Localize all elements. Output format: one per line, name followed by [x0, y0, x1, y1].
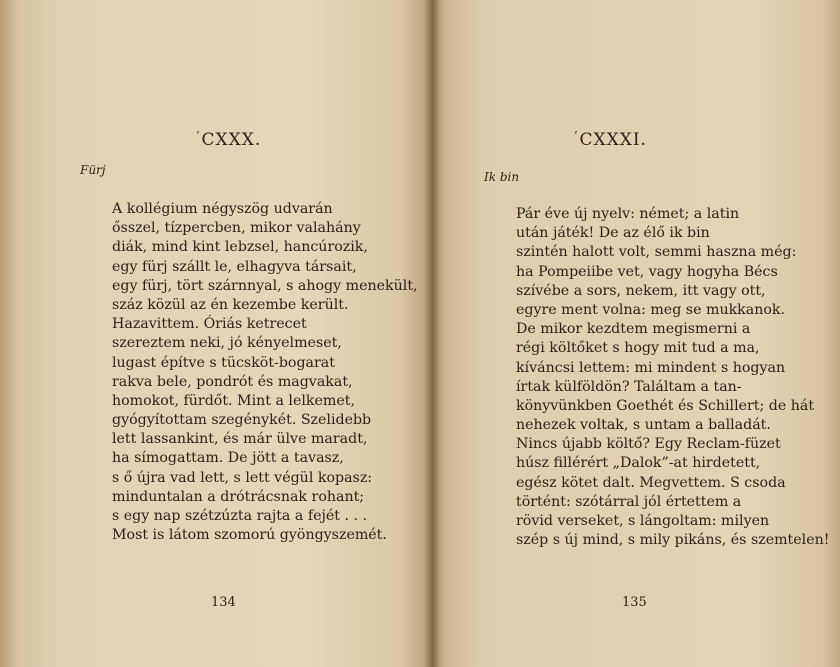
poem-line: szívébe a sors, nekem, itt vagy ott, [516, 282, 766, 299]
poem-line: ősszel, tízpercben, mikor valahány [112, 220, 361, 237]
poem-line: egyre ment volna: meg se mukkanok. [516, 301, 786, 318]
poem-line: szép s új mind, s mily pikáns, és szemtelen! [516, 532, 830, 549]
poem-line: lett lassankint, és már ülve maradt, [112, 431, 368, 448]
poem-line: minduntalan a drótrácsnak rohant; [112, 488, 365, 505]
poem-line: De mikor kezdtem megismerni a [516, 321, 751, 338]
left-poem-text [112, 200, 418, 545]
poem-line: A kollégium négyszög udvarán [112, 201, 333, 217]
poem-line: után játék! De az élő ik bin [516, 225, 710, 242]
poem-line: írtak külföldön? Találtam a tan- [516, 378, 742, 395]
poem-line: homokot, fürdőt. Mint a lelkemet, [112, 392, 355, 409]
pencil-mark-icon: ‘ [196, 129, 201, 142]
right-poem-number: ‘CXXXI. [574, 129, 647, 150]
right-page-number: 135 [622, 595, 647, 610]
poem-line: Hazavittem. Óriás ketrecet [112, 316, 307, 333]
right-poem-subtitle: Ik bin [484, 170, 520, 184]
poem-line: Pár éve új nyelv: német; a latin [516, 206, 740, 222]
poem-line: rakva bele, pondrót és magvakat, [112, 373, 353, 390]
poem-line: kíváncsi lettem: mi mindent s hogyan [516, 359, 786, 376]
poem-line: szintén halott volt, semmi haszna még: [516, 244, 797, 261]
poem-line: diák, mind kint lebzsel, hancúrozik, [112, 239, 368, 256]
left-page-number: 134 [211, 595, 236, 610]
book-gutter [424, 0, 440, 667]
poem-line: lugast építve s tücsköt-bogarat [112, 354, 335, 371]
poem-line: egy fürj, tört szárnnyal, s ahogy menekült, [112, 277, 418, 294]
left-poem-number: ‘CXXX. [196, 129, 262, 150]
poem-line: ha Pompeiibe vet, vagy hogyha Bécs [516, 263, 778, 280]
poem-line: ha símogattam. De jött a tavasz, [112, 450, 344, 467]
poem-line: s ő újra vad lett, s lett végül kopasz: [112, 469, 373, 486]
poem-line: Nincs újabb költő? Egy Reclam-füzet [516, 436, 781, 453]
poem-line: húsz fillérért „Dalok”-at hirdetett, [516, 455, 761, 472]
poem-line: száz közül az én kezembe került. [112, 296, 349, 313]
poem-line: s egy nap szétzúzta rajta a fejét . . . [112, 508, 368, 524]
poem-line: egy fürj szállt le, elhagyva társait, [112, 258, 357, 275]
left-poem-subtitle: Fürj [80, 163, 106, 177]
poem-line: nehezek voltak, s untam a balladát. [516, 417, 771, 434]
poem-line: egész kötet dalt. Megvettem. S csoda [516, 474, 786, 491]
poem-line: történt: szótárral jól értettem a [516, 493, 742, 510]
pencil-mark-icon: ‘ [574, 129, 579, 142]
poem-line: Most is látom szomorú gyöngyszemét. [112, 527, 387, 544]
poem-line: szereztem neki, jó kényelmeset, [112, 335, 342, 352]
poem-line: gyógyítottam szegénykét. Szelidebb [112, 412, 372, 429]
poem-line: régi költőket s hogy mit tud a ma, [516, 340, 760, 357]
right-poem-text [516, 205, 829, 550]
poem-line: rövid verseket, s lángoltam: milyen [516, 513, 770, 529]
right-page [432, 0, 840, 667]
poem-line: könyvünkben Goethét és Schillert; de hát [516, 397, 815, 414]
